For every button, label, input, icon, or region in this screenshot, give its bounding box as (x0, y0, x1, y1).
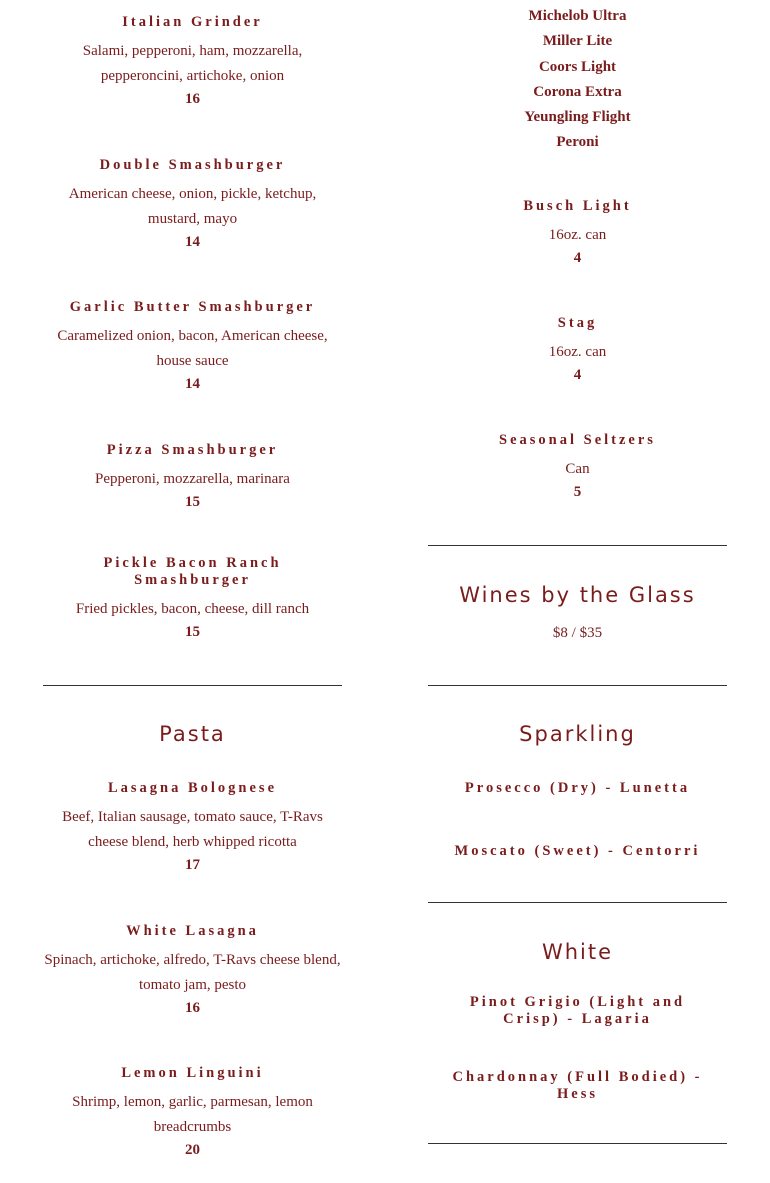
item-name: Lasagna Bolognese (107, 780, 278, 796)
divider (428, 902, 727, 903)
beer-item: Coors Light (538, 58, 617, 75)
item-name: White Lasagna (126, 923, 259, 939)
menu-item (428, 432, 727, 502)
menu-item (428, 198, 727, 268)
section-title-white: White (541, 940, 614, 964)
divider (428, 1143, 727, 1144)
wine-item: Chardonnay (Full Bodied) - Hess (452, 1069, 703, 1102)
item-name: Double Smashburger (99, 157, 286, 173)
item-name: Busch Light (523, 198, 632, 214)
beer-item: Peroni (556, 134, 599, 151)
item-description: Beef, Italian sausage, tomato sauce, T-Ravs cheese blend, herb whipped ricotta (62, 809, 323, 850)
item-description: Salami, pepperoni, ham, mozzarella, pepperoncini, artichoke, onion (82, 43, 303, 84)
item-price: 15 (185, 494, 200, 510)
item-name: Lemon Linguini (121, 1065, 264, 1081)
beer-item: Michelob Ultra (528, 8, 627, 24)
item-name: Seasonal Seltzers (499, 432, 656, 448)
menu-item (43, 14, 342, 109)
divider (428, 685, 727, 686)
menu-item (43, 299, 342, 394)
item-price: 15 (185, 624, 200, 640)
menu-item (43, 555, 342, 642)
item-description: Fried pickles, bacon, cheese, dill ranch (75, 601, 310, 617)
item-price: 20 (185, 1142, 200, 1158)
item-price: 5 (573, 484, 582, 500)
item-price: 4 (573, 367, 582, 383)
beer-item: Miller Lite (542, 33, 613, 50)
beer-item: Yeungling Flight (524, 109, 631, 126)
item-description: Pepperoni, mozzarella, marinara (95, 471, 290, 487)
item-name: Pizza Smashburger (106, 442, 279, 458)
item-price: 4 (573, 250, 582, 266)
item-price: 17 (185, 857, 200, 873)
divider (428, 545, 727, 546)
item-description: 16oz. can (548, 227, 607, 243)
item-name: Garlic Butter Smashburger (69, 299, 316, 315)
beer-item: Corona Extra (533, 83, 622, 100)
section-title-wines: Wines by the Glass (459, 583, 696, 607)
item-description: American cheese, onion, pickle, ketchup, mustard, mayo (68, 186, 317, 227)
beer-list (428, 4, 727, 156)
item-price: 14 (185, 376, 200, 392)
item-name: Italian Grinder (122, 14, 263, 30)
item-name: Pickle Bacon Ranch Smashburger (103, 555, 282, 588)
wine-item: Prosecco (Dry) - Lunetta (464, 780, 691, 796)
divider (43, 685, 342, 686)
item-description: Spinach, artichoke, alfredo, T-Ravs cheese blend, tomato jam, pesto (44, 952, 341, 993)
menu-item (43, 780, 342, 875)
item-description: Shrimp, lemon, garlic, parmesan, lemon breadcrumbs (72, 1094, 313, 1135)
menu-item (428, 315, 727, 385)
wine-item: Moscato (Sweet) - Centorri (454, 843, 701, 859)
wine-price: $8 / $35 (552, 625, 603, 641)
section-title-pasta: Pasta (159, 722, 226, 746)
section-title-sparkling: Sparkling (519, 722, 636, 746)
menu-item (43, 442, 342, 512)
item-price: 16 (185, 1000, 200, 1016)
item-description: Caramelized onion, bacon, American cheese, house sauce (57, 328, 328, 369)
wine-item: Pinot Grigio (Light and Crisp) - Lagaria (469, 994, 686, 1027)
item-description: 16oz. can (548, 344, 607, 360)
menu-item (43, 923, 342, 1018)
menu-item (43, 157, 342, 252)
item-name: Stag (557, 315, 598, 331)
item-description: Can (565, 461, 590, 477)
menu-item (43, 1065, 342, 1160)
item-price: 16 (185, 91, 200, 107)
item-price: 14 (185, 234, 200, 250)
